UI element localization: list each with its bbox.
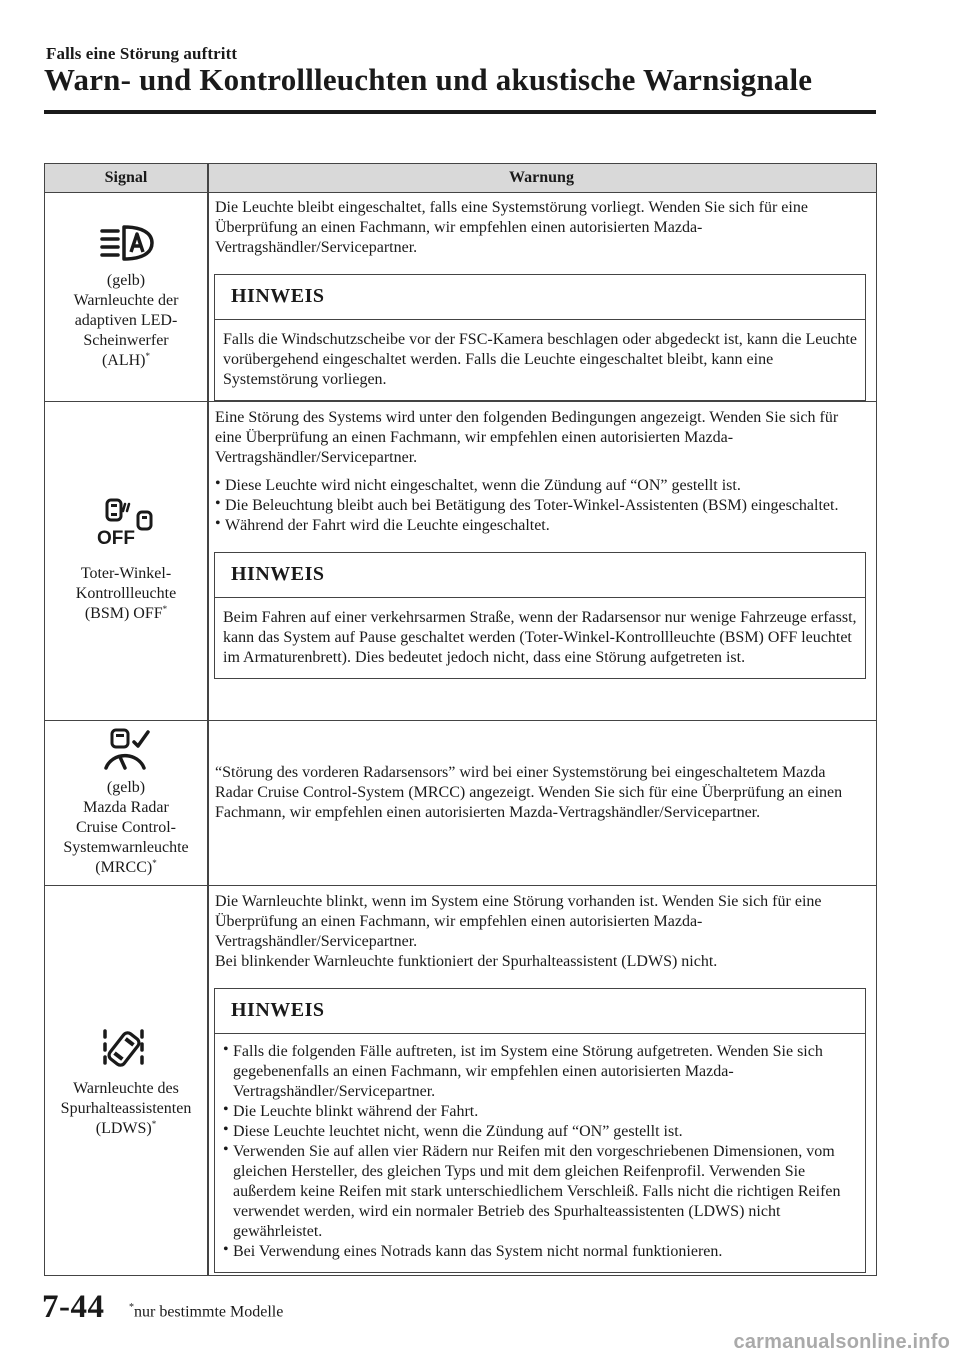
warning-lights-table (44, 163, 877, 1276)
signal-label-line (95, 858, 156, 878)
footnote (129, 1302, 283, 1321)
warning-cell (215, 763, 864, 823)
signal-label-line: Scheinwerfer (83, 332, 169, 349)
signal-cell (45, 193, 207, 401)
signal-label-line: Spurhalteassistenten (60, 1099, 192, 1117)
page-number: 7-44 (42, 1289, 105, 1325)
adaptive-led-headlight-icon (96, 223, 156, 265)
icon-off-text: OFF (97, 528, 135, 548)
footnote-marker: * (152, 858, 157, 868)
note-box (214, 988, 866, 1273)
note-text: Beim Fahren auf einer verkehrsarmen Straße, wenn der Radarsensor nur wenige Fahrzeuge erfasst, kann das System auf Pause geschaltet werden (Toter-Winkel-Kontrollleuchte (BSM) OFF leuchtet im Armaturenbrett). Dies bedeutet jedoch nicht, dass eine Störung aufgetreten ist. (223, 609, 857, 666)
note-box (214, 274, 866, 401)
signal-label-line: (gelb) (106, 779, 146, 796)
warning-text: Die Warnleuchte blinkt, wenn im System eine Störung vorhanden ist. Wenden Sie sich für eine Überprüfung an einen Fachmann, wir empfehlen einen autorisierten Mazda-Vertragshändler/Servicepartner. (215, 893, 822, 950)
note-text: Falls die Windschutzscheibe vor der FSC-Kamera beschlagen oder abgedeckt ist, kann die Leuchte vorübergehend eingeschaltet werden. Falls die Leuchte eingeschaltet bleibt, kann eine Systemstörung vorliegen. (223, 331, 857, 388)
list-item: • Diese Leuchte wird nicht eingeschaltet, wenn die Zündung auf “ON” gestellt ist. (215, 476, 864, 496)
warning-text: Bei blinkender Warnleuchte funktioniert der Spurhalteassistent (LDWS) nicht. (215, 953, 718, 970)
signal-label-line: Cruise Control- (76, 819, 176, 836)
footnote-marker: * (151, 1118, 157, 1129)
signal-label-text: (BSM) OFF (84, 605, 163, 622)
warning-text: “Störung des vorderen Radarsensors” wird bei einer Systemstörung bei eingeschaltetem Mazda Radar Cruise Control-System (MRCC) angezeigt. Wenden Sie sich für eine Überprüfung an einen Fachmann, wir empfehlen einen autorisierten Mazda-Vertragshändler/Servicepartner. (215, 764, 843, 821)
radar-cruise-control-warning-icon (98, 728, 154, 772)
watermark: carmanualsonline.info (733, 1331, 950, 1353)
warning-text: Eine Störung des Systems wird unter den folgenden Bedingungen angezeigt. Wenden Sie sich für eine Überprüfung an einen Fachmann, wir empfehlen einen autorisierten Mazda-Vertragshändler/Servicepartner. (215, 409, 839, 466)
table-row (45, 721, 876, 886)
footnote-asterisk: * (129, 1302, 134, 1313)
note-title: HINWEIS (215, 275, 865, 320)
warning-text: Die Leuchte bleibt eingeschaltet, falls eine Systemstörung vorliegt. Wenden Sie sich für eine Überprüfung an einen Fachmann, wir empfehlen einen autorisierten Mazda-Vertragshändler/Servicepartner. (215, 199, 808, 256)
list-item: • Die Beleuchtung bleibt auch bei Betätigung des Toter-Winkel-Assistenten (BSM) eingeschaltet. (215, 496, 864, 516)
table-row (45, 193, 876, 402)
signal-label-line: Kontrollleuchte (75, 585, 177, 602)
list-item: • Während der Fahrt wird die Leuchte eingeschaltet. (215, 516, 864, 536)
note-body (215, 1034, 865, 1272)
signal-label-line: Toter-Winkel- (80, 565, 172, 582)
section-label: Falls eine Störung auftritt (46, 44, 238, 63)
table-header (45, 164, 876, 193)
signal-cell (45, 402, 207, 720)
footnote-marker: * (162, 604, 168, 614)
column-header-warning: Warnung (509, 169, 574, 186)
signal-label-text: (MRCC) (95, 859, 153, 876)
note-box (214, 552, 866, 679)
warning-cell (215, 892, 864, 1273)
signal-label-line: (gelb) (106, 272, 146, 289)
warning-cell (215, 198, 864, 401)
signal-cell (45, 886, 207, 1277)
signal-label-line (96, 1119, 156, 1139)
signal-label-line: adaptiven LED- (74, 312, 178, 329)
signal-label-line: Warnleuchte der (73, 292, 179, 309)
signal-label-text: (LDWS) (95, 1119, 152, 1137)
column-header-signal: Signal (104, 169, 148, 186)
list-item: • Diese Leuchte leuchtet nicht, wenn die Zündung auf “ON” gestellt ist. (223, 1122, 857, 1142)
list-item: • Verwenden Sie auf allen vier Rädern nur Reifen mit den vorgeschriebenen Dimensionen, vom gleichen Hersteller, des gleichen Typs und mit dem gleichen Reifenprofil. Verwenden Sie außerdem keine Reifen mit stark unterschiedlichem Verschleiß. Falls nicht die richtigen Reifen verwendet werden, wird ein normaler Betrieb des Spurhalteassistenten (LDWS) nicht gewährleistet. (223, 1142, 857, 1242)
footnote-text: nur bestimmte Modelle (134, 1303, 284, 1321)
list-item: • Falls die folgenden Fälle auftreten, ist im System eine Störung aufgetreten. Wenden Sie sich gegebenenfalls an einen Fachmann, wir empfehlen einen autorisierten Mazda-Vertragshändler/Servicepartner. (223, 1042, 857, 1102)
page-title: Warn- und Kontrollleuchten und akustische Warnsignale (44, 62, 813, 97)
title-rule (44, 110, 876, 114)
note-title: HINWEIS (215, 989, 865, 1034)
signal-label-line: Mazda Radar (83, 799, 169, 816)
signal-label-line: Warnleuchte des (73, 1079, 179, 1097)
signal-label-line (102, 351, 150, 371)
warning-cell (215, 408, 864, 679)
blind-spot-monitoring-off-icon (94, 498, 158, 548)
note-title: HINWEIS (215, 553, 865, 598)
signal-label-line: Systemwarnleuchte (63, 839, 189, 856)
footnote-marker: * (145, 351, 151, 361)
bullet-list (215, 476, 864, 536)
signal-cell (45, 721, 207, 885)
table-row (45, 886, 876, 1277)
table-row (45, 402, 876, 721)
lane-departure-warning-icon (98, 1025, 154, 1073)
bullet-list (223, 1042, 857, 1262)
list-item: • Bei Verwendung eines Notrads kann das System nicht normal funktionieren. (223, 1242, 857, 1262)
list-item: • Die Leuchte blinkt während der Fahrt. (223, 1102, 857, 1122)
signal-label-line (85, 604, 167, 624)
signal-label-text: (ALH) (101, 352, 146, 369)
